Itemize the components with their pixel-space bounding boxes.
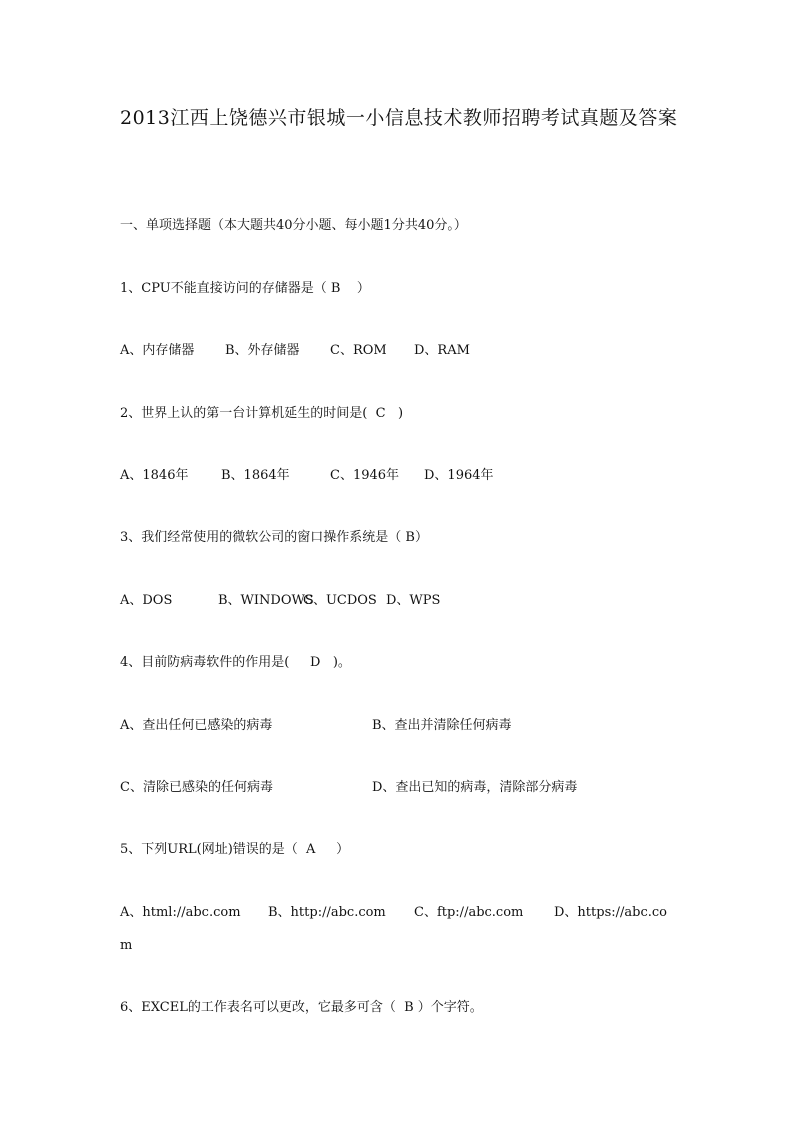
q1-option-c: C、ROM — [330, 343, 387, 358]
q1-option-d: D、RAM — [414, 343, 470, 358]
q2-option-b: B、1864年 — [221, 468, 290, 483]
q5-option-a: A、html://abc.com — [120, 905, 241, 920]
q2-option-a: A、1846年 — [120, 468, 189, 483]
q1-option-a: A、内存储器 — [120, 343, 195, 358]
q3-option-d: D、WPS — [386, 593, 441, 608]
q4-option-a: A、查出任何已感染的病毒 — [120, 718, 273, 733]
question-6-text: 6、EXCEL的工作表名可以更改，它最多可含（ B ）个字符。 — [120, 1000, 483, 1015]
q5-option-b: B、http://abc.com — [268, 905, 386, 920]
q1-option-b: B、外存储器 — [225, 343, 300, 358]
q4-option-b: B、查出并清除任何病毒 — [372, 718, 512, 733]
question-3-text: 3、我们经常使用的微软公司的窗口操作系统是（ B） — [120, 530, 428, 545]
q2-option-d: D、1964年 — [424, 468, 494, 483]
document-title: 2013江西上饶德兴市银城一小信息技术教师招聘考试真题及答案 — [120, 107, 678, 129]
q3-option-c: C、UCDOS — [303, 593, 377, 608]
question-5-text: 5、下列URL(网址)错误的是（ A ） — [120, 842, 350, 857]
q3-option-b: B、WINDOWS — [218, 593, 314, 608]
question-4-text: 4、目前防病毒软件的作用是( D )。 — [120, 655, 351, 670]
q3-option-a: A、DOS — [120, 593, 173, 608]
q5-option-d: D、https://abc.co — [554, 905, 667, 920]
q5-option-d-wrap: m — [120, 938, 133, 953]
q5-option-c: C、ftp://abc.com — [414, 905, 524, 920]
q4-option-c: C、清除已感染的任何病毒 — [120, 780, 273, 795]
q2-option-c: C、1946年 — [330, 468, 400, 483]
q4-option-d: D、查出已知的病毒，清除部分病毒 — [372, 780, 578, 795]
question-1-text: 1、CPU不能直接访问的存储器是（ B ） — [120, 281, 370, 296]
section-heading: 一、单项选择题（本大题共40分小题、每小题1分共40分。） — [120, 218, 467, 233]
question-2-text: 2、世界上认的第一台计算机延生的时间是( C ) — [120, 406, 404, 421]
